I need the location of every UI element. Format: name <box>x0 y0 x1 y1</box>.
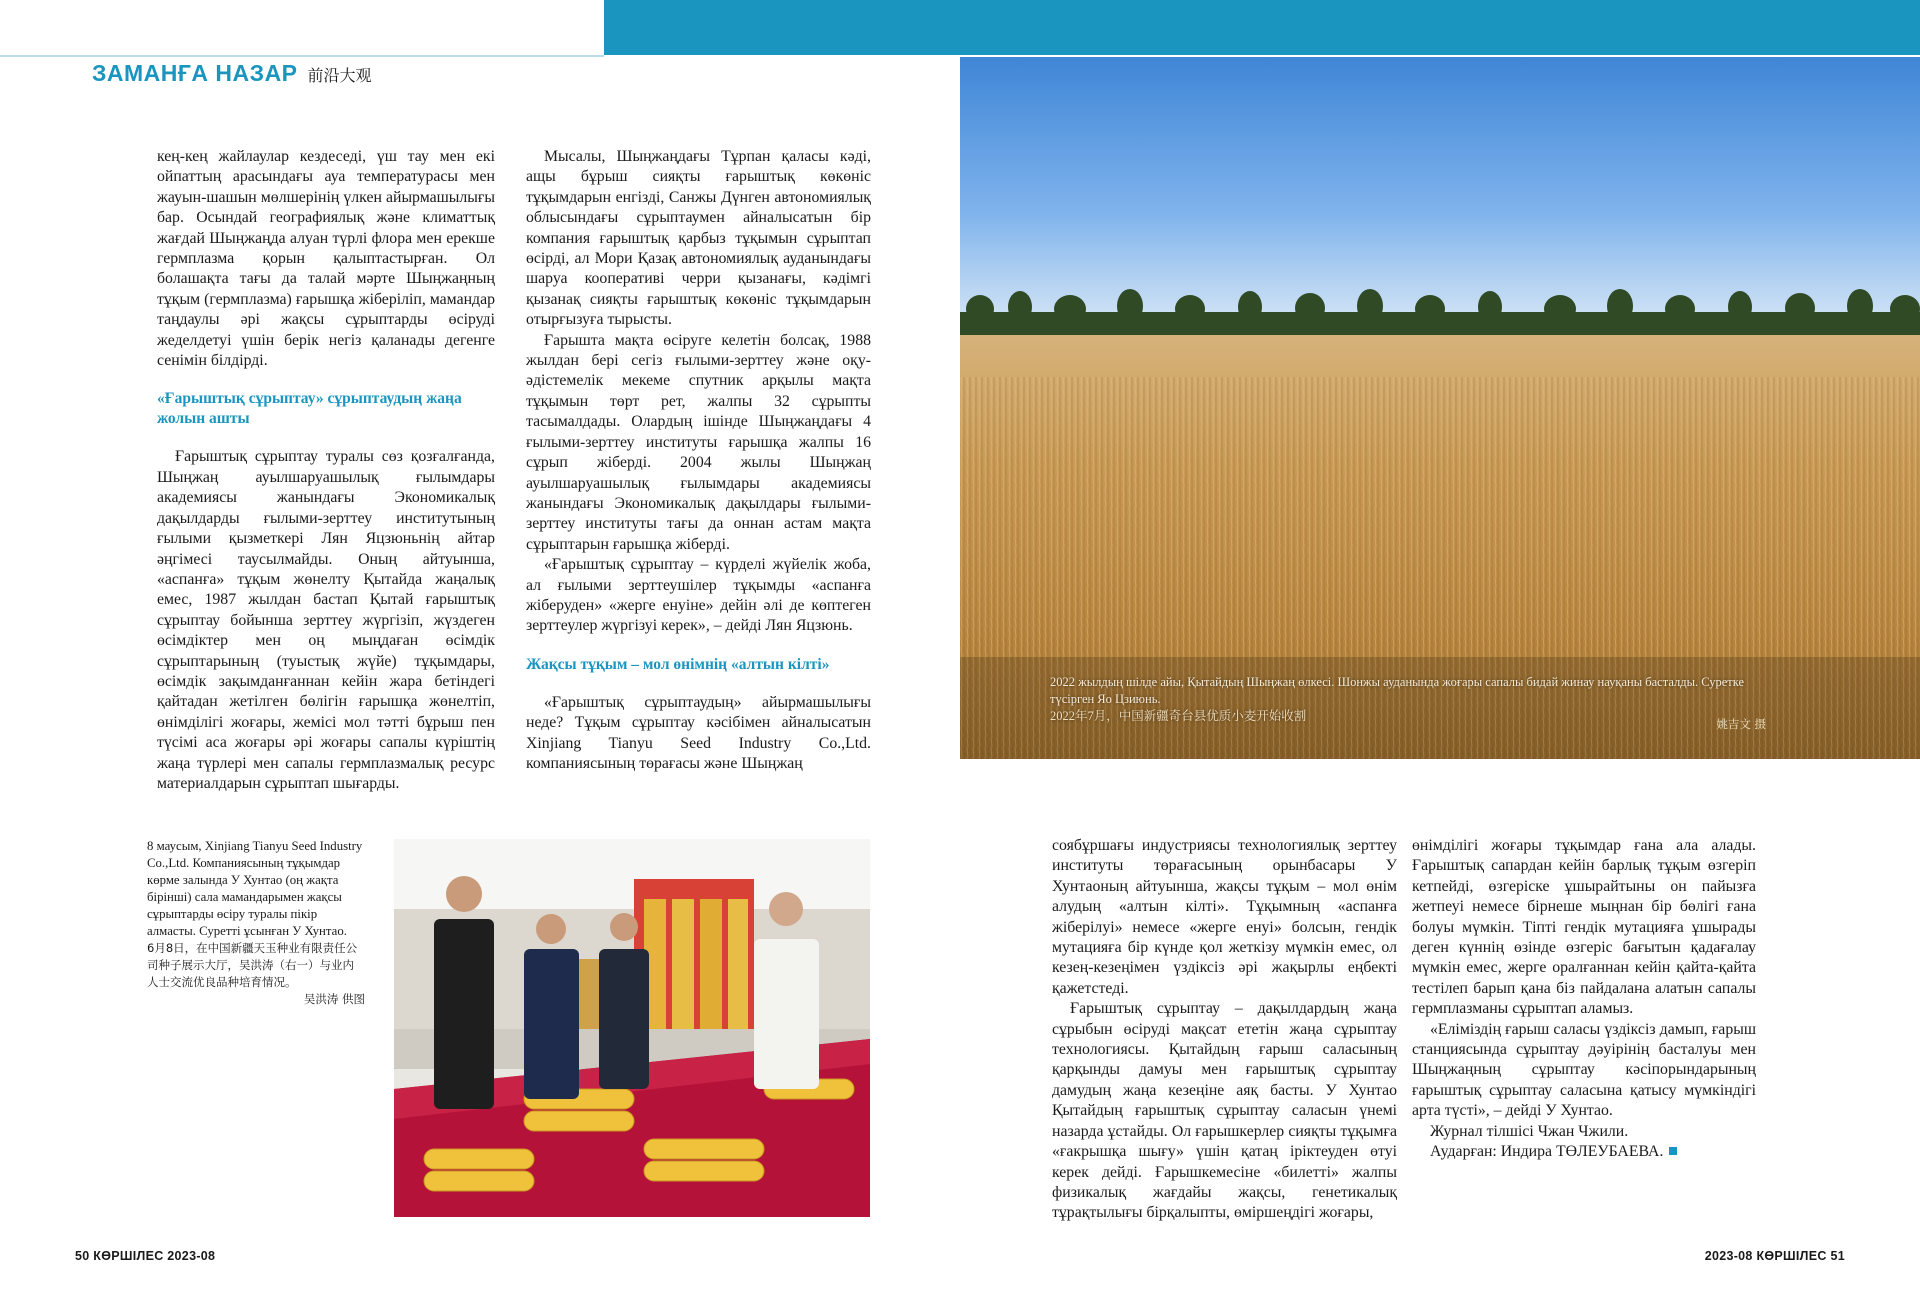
page-footer-right: 2023-08 КӨРШІЛЕС 51 <box>1704 1249 1845 1263</box>
reporter-line: Журнал тілшісі Чжан Чжили. <box>1430 1122 1629 1140</box>
caption-kazakh: 8 маусым, Xinjiang Tianyu Seed Industry Co.,Ltd. Компаниясының тұқымдар көрме залында У Хунтао (оң жақта бірінші) сала мамандарымен жақсы сұрыптарды өсіру туралы пікір алмасты. Суретті ұсынған У Хунтао. <box>147 839 363 938</box>
paragraph: соябұршағы индустриясы технологиялық зерттеу институты төрағасының орынбасары У Хунтаоның айтуынша, жақсы тұқым – мол өнім алудың «алтын кілті». Тұқымның «аспанға жіберілуі» немесе «жерге енуі» болсын, гендік мутацияға бір күнде қол жеткізу мүмкін емес, ол кезең-кезеңімен үздіксіз әрі жақырлы еңбекті қажетстеді. <box>1052 837 1397 997</box>
corn-photo-caption <box>147 838 365 1008</box>
top-rule <box>0 55 604 57</box>
seed-exhibition-photo <box>394 839 870 1217</box>
section-title: ЗАМАНҒА НАЗАР <box>92 60 298 86</box>
paragraph: өнімділігі жоғары тұқымдар ғана ала алады. Ғарыштық сапардан кейін барлық тұқым өзгеріп кетпейді, өзгеріске ұшырайтыны он пайызға жетпеуі немесе бірнеше мыңнан бір бөлігі ғана болуы мүмкін. Тіпті гендік мутацияға ұшырады деген күннің өзінде өзгеріс бағытын қадағалау мүмкін емес, жерге оралғаннан кейін қайта-қайта тестілеп барып қана біз пайдалана алатын сапалы гермплазманы сұрыптап аламыз. <box>1412 837 1756 1018</box>
subheading: Жақсы тұқым – мол өнімнің «алтын кілті» <box>526 655 830 673</box>
translator-text: Аударған: Индира ТӨЛЕУБАЕВА. <box>1430 1143 1664 1161</box>
paragraph: Мысалы, Шыңжаңдағы Тұрпан қаласы кәді, ащы бұрыш сияқты ғарыштық көкөніс тұқымдарын енгізді, Санжы Дүнген автономиялық облысындағы сұрыптаумен айналысатын бір компания ғарыштық қарбыз тұқымын сұрыптап өсірді, ал Мори Қазақ автономиялық ауданындағы шаруа кооперативі черри қызанағы, кәдімгі қызанақ сияқты ғарыштық көкөніс тұқымдарын отырғызуға тырысты. <box>526 148 871 329</box>
end-mark-icon <box>1669 1147 1677 1155</box>
subheading: «Ғарыштық сұрыптау» сұрыптаудың жаңа жолын ашты <box>157 390 462 428</box>
paragraph: «Ғарыштық сұрыптау – күрделі жүйелік жоба, ал ғылыми зерттеушілер тұқымды «аспанға жіберуден» «жерге енуіне» дейін әлі де көптеген зерттеулер жүргізуі керек», – дейді Лян Яцзюнь. <box>526 556 871 635</box>
translator-line <box>1412 1142 1756 1162</box>
wheat-field-photo <box>960 57 1920 759</box>
caption-chinese: 2022年7月，中国新疆奇台县优质小麦开始收割 <box>1050 709 1307 723</box>
photo-credit: 姚吉文 摄 <box>1716 717 1766 731</box>
paragraph: «Еліміздің ғарыш саласы үздіксіз дамып, ғарыш станциясында сұрыптау дәуірінің басталуы мен Шыңжаңның сұрыптау кәсіпорындарының ғарыштық сұрыптау саласына қатысу мүмкіндігі арта түсті», – дейді У Хунтао. <box>1412 1020 1756 1120</box>
top-accent-bar <box>604 0 1920 55</box>
bottom-text-column-2 <box>1412 836 1756 1163</box>
paragraph: Ғарышта мақта өсіруге келетін болсақ, 1988 жылдан бері сегіз ғылыми-зерттеу және оқу-әдістемелік мекеме спутник арқылы мақта тұқымын төрт рет, жалпы 32 сұрыпты тасымалдады. Олардың ішінде Шыңжаңдағы 4 ғылыми-зерттеу институты ғарышқа жалпы 16 сұрып жіберді. 2004 жылы Шыңжаң ауылшаруашылық ғылымдары академиясы жанындағы Экономикалық дақылдары ғылыми-зерттеу институты тағы да оннан астам мақта сұрыптарын ғарышқа жіберді. <box>526 331 871 553</box>
left-text-column <box>157 147 495 794</box>
section-header <box>92 60 372 90</box>
wheat-photo-caption <box>1050 674 1770 725</box>
page-footer-left: 50 КӨРШІЛЕС 2023-08 <box>75 1249 216 1263</box>
paragraph: «Ғарыштық сұрыптаудың» айырмашылығы неде? Тұқым сұрыптау кәсібімен айналысатын Xinjiang Tianyu Seed Industry Co.,Ltd. компаниясының төрағасы және Шыңжаң <box>526 693 871 772</box>
caption-kazakh: 2022 жылдың шілде айы, Қытайдың Шыңжаң өлкесі. Шонжы ауданында жоғары сапалы бидай жинау науқаны басталды. Суретке түсірген Яо Цзиюнь. <box>1050 675 1745 706</box>
section-title-chinese: 前沿大观 <box>307 66 372 85</box>
bottom-text-column-1 <box>1052 836 1397 1224</box>
paragraph: Ғарыштық сұрыптау – дақылдардың жаңа сұрыбын өсіруді мақсат ететін жаңа сұрыптау технологиясы. Қытайдың ғарыш саласының қарқынды дамуы мен ғарыштық сұрыптау дамудың жаңа кезеңіне аяқ басты. У Хунтао Қытайдың ғарыштық сұрыптау саласын үнемі назарда ұстайды. Ол ғарышкерлер сияқты тұқымға «ғакрышқа шығу» үшін қатаң іріктеуден өтуі керек дейді. Ғарышкемесіне «билетті» жалпы физикалық жағдайы жақсы, генетикалық тұрақтылығы бірқалыпты, өміршеңдігі жоғары, <box>1052 1000 1397 1222</box>
paragraph: кең-кең жайлаулар кездеседі, үш тау мен екі ойпаттың арасындағы ауа температурасы мен жауын-шашын мөлшерінің үлкен айырмашылығы бар. Осындай географиялық және климаттық жағдай Шыңжаңда алуан түрлі флора мен ерекше гермплазма қорын қалыптастырған. Ол болашақта тағы да талай мәрте Шыңжаңның тұқым (гермплазма) ғарышқа жіберіліп, мамандар таңдаулы әрі жақсы сұрыптарды өсіруді жеделдетуі үшін берік негіз қаланады дегенге сенімін білдірді. <box>157 148 495 370</box>
caption-chinese: 6月8日，在中国新疆天玉种业有限责任公司种子展示大厅，吴洪涛（右一）与业内人士交流优良品种培育情况。 <box>147 941 358 989</box>
paragraph: Ғарыштық сұрыптау туралы сөз қозғалғанда, Шыңжаң ауылшаруашылық ғылымдары академиясы жанындағы Экономикалық дақылдарды ғылыми-зерттеу институтының ғылыми қызметкері Лян Яцзюньнің айтар әңгімесі таусылмайды. Оның айтуынша, «аспанға» тұқым жөнелту Қытайда жаңалық емес, 1987 жылдан бастап Қытай ғарыштық сұрыптау бойынша зерттеу жүргізіп, жүздеген өсімдіктер мен оң мыңдаған өсімдік сұрыптарының (туыстық жүйе) тұқымдары, өсімдік зақымданғаннан кейін жара бетіндегі қайтадан жетілген бөлігін ғарышқа жөнелтіп, өнімділігі жоғары, жемісі мол тәтті бұрыш пен түсімі аса жоғары әрі жоғары сапалы күріштің жаңа түрлері мен сапалы гермплазмалық ресурс материалдарын сұрыптап шығарды. <box>157 448 495 792</box>
middle-text-column <box>526 147 871 774</box>
photo-credit: 吴洪涛 供图 <box>303 992 365 1006</box>
